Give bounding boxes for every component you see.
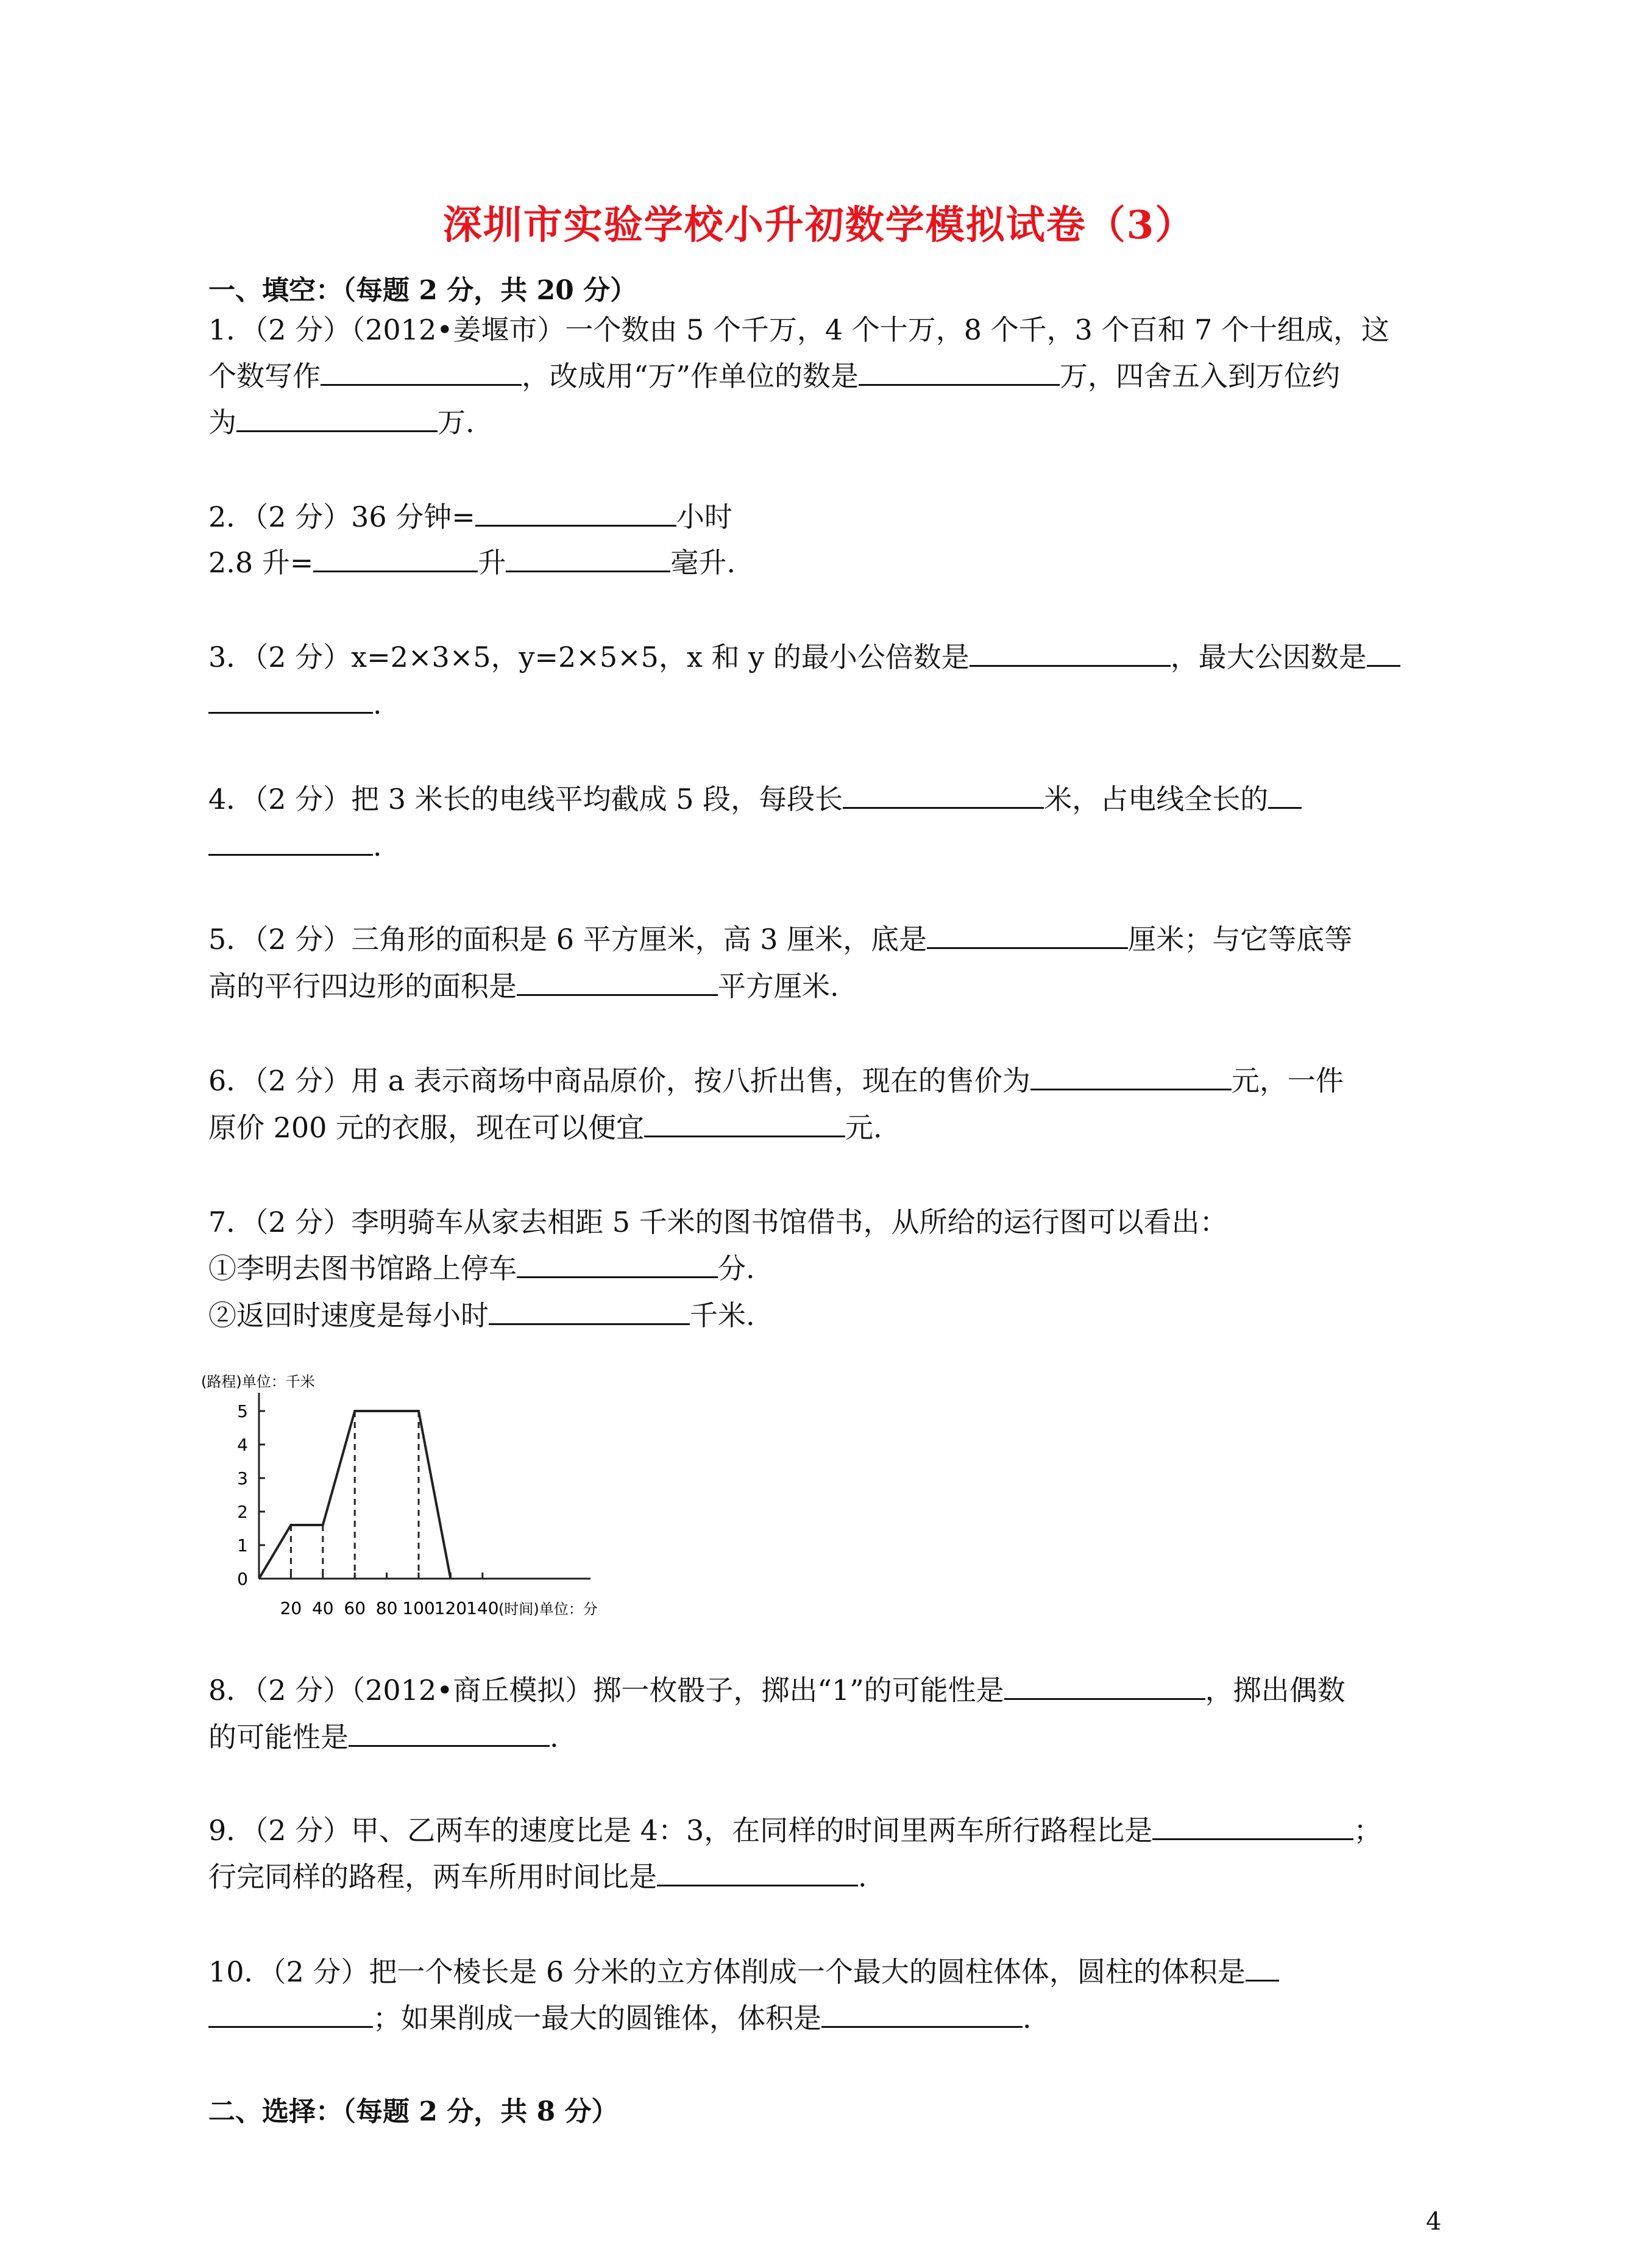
q2-text-e: 毫升. bbox=[670, 546, 736, 579]
x-tick-label: 60 bbox=[344, 1598, 366, 1618]
q2-text-d: 升 bbox=[478, 546, 506, 579]
q7-line2 bbox=[208, 1248, 755, 1289]
q1-text-e: 万. bbox=[438, 406, 475, 439]
q5-text-c: 高的平行四边形的面积是 bbox=[208, 970, 517, 1003]
q1-line2 bbox=[208, 356, 1340, 396]
x-tick-label: 20 bbox=[280, 1598, 302, 1618]
q6-line1 bbox=[208, 1061, 1344, 1101]
q3-text-a: 3．（2 分）x=2×3×5，y=2×5×5，x 和 y 的最小公倍数是 bbox=[208, 641, 970, 674]
q9-text-b: ； bbox=[1353, 1814, 1382, 1847]
q10-text-a: 10．（2 分）把一个棱长是 6 分米的立方体削成一个最大的圆柱体体，圆柱的体积是 bbox=[208, 1955, 1246, 1988]
q7-line1: 7．（2 分）李明骑车从家去相距 5 千米的图书馆借书，从所给的运行图可以看出： bbox=[208, 1206, 1228, 1239]
x-tick-label: 80 bbox=[375, 1598, 398, 1618]
q7-text-d: 千米. bbox=[690, 1299, 755, 1332]
q5-blank-1[interactable] bbox=[927, 923, 1128, 949]
q2-blank-2[interactable] bbox=[313, 546, 478, 572]
y-tick-label: 1 bbox=[237, 1535, 248, 1555]
q6-line2 bbox=[208, 1107, 882, 1148]
q6-blank-2[interactable] bbox=[644, 1111, 845, 1137]
q5-line1 bbox=[208, 919, 1352, 959]
q7-line3 bbox=[208, 1295, 755, 1335]
q5-text-b: 厘米；与它等底等 bbox=[1128, 923, 1353, 956]
travel-chart bbox=[195, 1341, 646, 1621]
q2-blank-3[interactable] bbox=[506, 546, 670, 572]
q3-text-c: . bbox=[373, 688, 382, 720]
q5-blank-2[interactable] bbox=[517, 970, 718, 996]
q3-line2 bbox=[208, 684, 382, 724]
q1-text-c: 万，四舍五入到万位约 bbox=[1060, 360, 1341, 393]
q2-line1 bbox=[208, 497, 732, 537]
chart-plot bbox=[201, 1373, 598, 1618]
page-title: 深圳市实验学校小升初数学模拟试卷（3） bbox=[442, 202, 1196, 248]
q8-blank-1[interactable] bbox=[1004, 1674, 1205, 1700]
q5-text-a: 5．（2 分）三角形的面积是 6 平方厘米，高 3 厘米，底是 bbox=[208, 923, 927, 956]
q1-blank-2[interactable] bbox=[859, 360, 1060, 386]
q2-blank-1[interactable] bbox=[475, 500, 676, 527]
q8-text-d: . bbox=[550, 1721, 559, 1754]
q3-blank-1[interactable] bbox=[970, 641, 1171, 667]
q7-blank-1[interactable] bbox=[517, 1252, 718, 1278]
y-tick-label: 3 bbox=[237, 1468, 248, 1488]
q9-line2 bbox=[208, 1857, 867, 1897]
y-tick-label: 2 bbox=[237, 1502, 248, 1522]
q3-line1 bbox=[208, 637, 1400, 677]
q10-line1 bbox=[208, 1952, 1279, 1992]
q6-blank-1[interactable] bbox=[1030, 1064, 1232, 1090]
q10-blank-1b[interactable] bbox=[208, 2002, 373, 2028]
q4-blank-2b[interactable] bbox=[208, 830, 373, 856]
q9-text-a: 9．（2 分）甲、乙两车的速度比是 4：3，在同样的时间里两车所行路程比是 bbox=[208, 1814, 1153, 1847]
q8-line1 bbox=[208, 1670, 1346, 1710]
q10-blank-2[interactable] bbox=[821, 2002, 1023, 2028]
q1-blank-3[interactable] bbox=[236, 406, 438, 432]
y-tick-label: 4 bbox=[237, 1435, 248, 1455]
q3-blank-2b[interactable] bbox=[208, 688, 373, 714]
q4-line2 bbox=[208, 826, 382, 866]
q8-text-c: 的可能性是 bbox=[208, 1721, 349, 1754]
q4-text-b: 米，占电线全长的 bbox=[1044, 783, 1269, 816]
q8-text-b: ，掷出偶数 bbox=[1205, 1674, 1346, 1707]
q10-text-c: . bbox=[1023, 2002, 1032, 2035]
q7-text-c: ②返回时速度是每小时 bbox=[208, 1299, 489, 1332]
q8-line2 bbox=[208, 1717, 559, 1757]
page-number: 4 bbox=[1426, 2208, 1442, 2236]
q2-line2 bbox=[208, 542, 736, 583]
section-1-heading: 一、填空：（每题 2 分，共 20 分） bbox=[208, 275, 637, 306]
q10-line2 bbox=[208, 1998, 1032, 2038]
q2-text-c: 2.8 升= bbox=[208, 546, 314, 579]
q6-text-b: 元，一件 bbox=[1231, 1064, 1344, 1097]
q6-text-a: 6．（2 分）用 a 表示商场中商品原价，按八折出售，现在的售价为 bbox=[208, 1064, 1030, 1097]
q2-text-a: 2．（2 分）36 分钟= bbox=[208, 500, 475, 533]
x-tick-label: 100 bbox=[402, 1598, 435, 1618]
y-tick-label: 5 bbox=[237, 1401, 248, 1421]
q6-text-d: 元. bbox=[845, 1111, 882, 1144]
y-axis-label: (路程)单位：千米 bbox=[201, 1373, 315, 1390]
q8-blank-2[interactable] bbox=[349, 1721, 550, 1747]
q10-blank-1a[interactable] bbox=[1246, 1955, 1279, 1982]
q7-text-b: 分. bbox=[718, 1252, 755, 1285]
q9-blank-1[interactable] bbox=[1152, 1814, 1353, 1840]
q9-text-c: 行完同样的路程，两车所用时间比是 bbox=[208, 1860, 657, 1893]
q9-text-d: . bbox=[858, 1860, 867, 1893]
q8-text-a: 8．（2 分）（2012•商丘模拟）掷一枚骰子，掷出“1”的可能性是 bbox=[208, 1674, 1004, 1707]
x-tick-label: 120 bbox=[434, 1598, 467, 1618]
q4-text-c: . bbox=[373, 830, 382, 862]
y-tick-label: 0 bbox=[237, 1569, 248, 1589]
q4-text-a: 4．（2 分）把 3 米长的电线平均截成 5 段，每段长 bbox=[208, 783, 843, 816]
x-axis-label: (时间)单位：分 bbox=[498, 1601, 598, 1618]
q5-text-d: 平方厘米. bbox=[718, 970, 839, 1003]
q5-line2 bbox=[208, 966, 839, 1006]
q2-text-b: 小时 bbox=[676, 500, 732, 533]
q7-blank-2[interactable] bbox=[489, 1299, 690, 1325]
q9-blank-2[interactable] bbox=[657, 1860, 858, 1886]
q7-text-a: ①李明去图书馆路上停车 bbox=[208, 1252, 517, 1285]
q1-text-a: 个数写作 bbox=[208, 360, 321, 393]
q1-line3 bbox=[208, 402, 475, 443]
x-tick-label: 40 bbox=[311, 1598, 334, 1618]
q3-text-b: ，最大公因数是 bbox=[1170, 641, 1367, 674]
q6-text-c: 原价 200 元的衣服，现在可以便宜 bbox=[208, 1111, 645, 1144]
q1-blank-1[interactable] bbox=[321, 360, 522, 386]
q4-line1 bbox=[208, 779, 1302, 819]
section-2-heading: 二、选择：（每题 2 分，共 8 分） bbox=[208, 2096, 619, 2127]
q1-text-b: ，改成用“万”作单位的数是 bbox=[522, 360, 859, 393]
q1-text-d: 为 bbox=[208, 406, 236, 439]
q4-blank-1[interactable] bbox=[843, 783, 1044, 809]
q4-blank-2a[interactable] bbox=[1268, 783, 1302, 809]
q1-line1: 1．（2 分）（2012•姜堰市）一个数由 5 个千万，4 个十万，8 个千，3 个百和 7 个十组成，这 bbox=[208, 313, 1390, 346]
q10-text-b: ；如果削成一最大的圆锥体，体积是 bbox=[373, 2002, 821, 2035]
x-tick-label: 140 bbox=[466, 1598, 499, 1618]
q9-line1 bbox=[208, 1810, 1381, 1850]
q3-blank-2a[interactable] bbox=[1367, 641, 1400, 667]
